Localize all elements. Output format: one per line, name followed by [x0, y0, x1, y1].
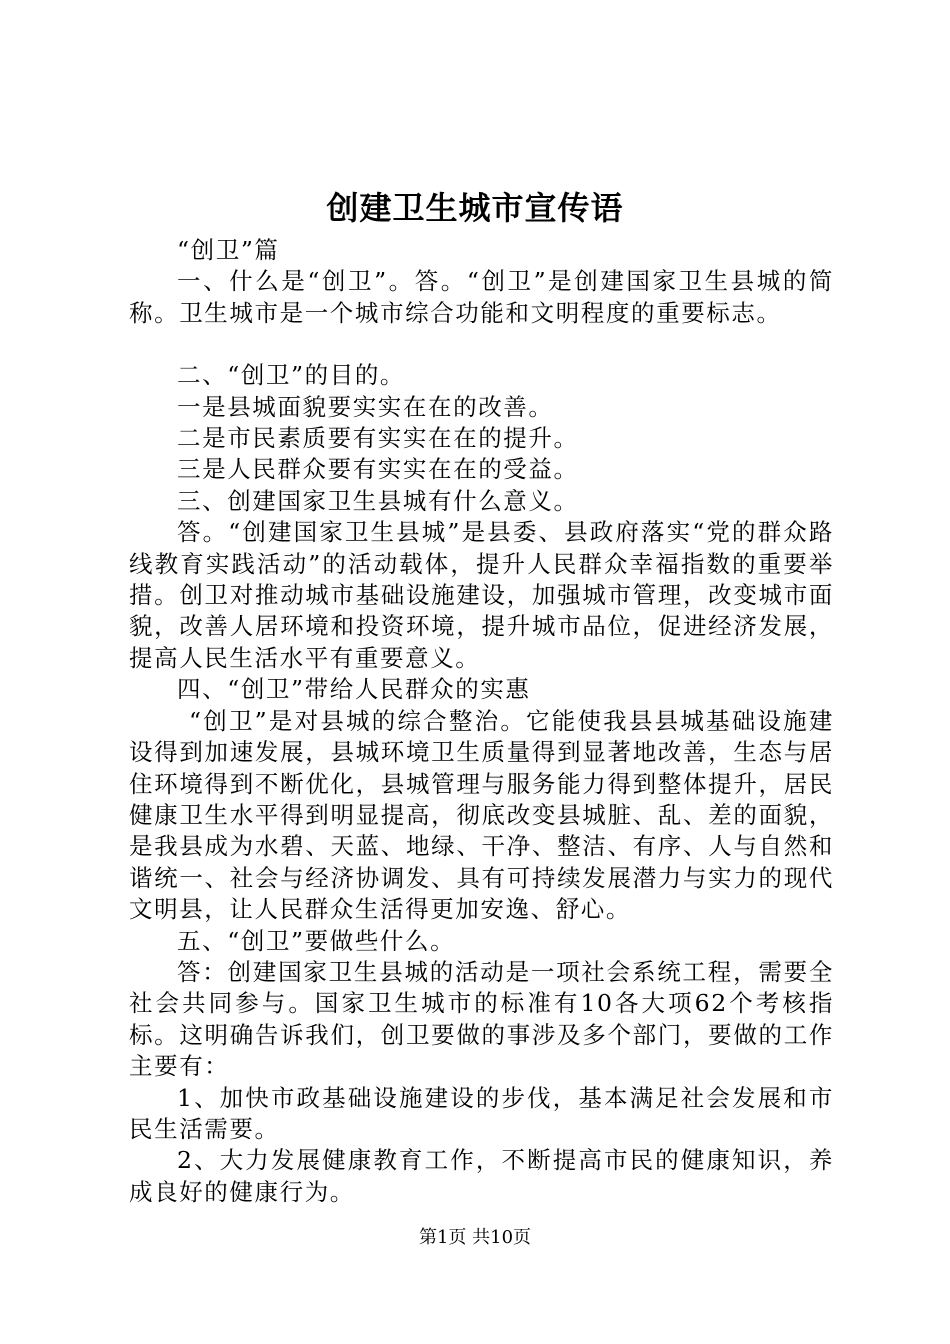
document-title: 创建卫生城市宣传语 — [326, 189, 624, 227]
heading-significance: 三、创建国家卫生县城有什么意义。 — [177, 486, 579, 515]
heading-what-to-do: 五、“创卫”要做些什么。 — [177, 926, 456, 955]
purpose-item-2: 二是市民素质要有实实在在的提升。 — [177, 424, 579, 453]
section-heading-chuangwei: “创卫”篇 — [177, 236, 280, 264]
paragraph-what-to-do: 答：创建国家卫生县城的活动是一项社会系统工程，需要全社会共同参与。国家卫生城市的标准有10各大项62个考核指标。这明确告诉我们，创卫要做的事涉及多个部门，要做的工作主要有： — [129, 957, 834, 1081]
heading-benefits: 四、“创卫”带给人民群众的实惠 — [177, 675, 531, 704]
task-item-2: 2、大力发展健康教育工作，不断提高市民的健康知识，养成良好的健康行为。 — [129, 1146, 834, 1206]
task-item-1: 1、加快市政基础设施建设的步伐，基本满足社会发展和市民生活需要。 — [129, 1083, 834, 1143]
document-body — [129, 235, 834, 1208]
heading-purpose: 二、“创卫”的目的。 — [177, 361, 406, 390]
purpose-item-1: 一是县城面貌要实实在在的改善。 — [177, 392, 554, 421]
paragraph-benefits: “创卫”是对县城的综合整治。它能使我县县城基础设施建设得到加速发展，县城环境卫生质量得到显著地改善，生态与居住环境得到不断优化，县城管理与服务能力得到整体提升，居民健康卫生水平得到明显提高，彻底改变县城脏、乱、差的面貌，是我县成为水碧、天蓝、地绿、干净、整洁、有序、人与自然和谐统一、社会与经济协调发、具有可持续发展潜力与实力的现代文明县，让人民群众生活得更加安逸、舒心。 — [129, 706, 834, 924]
page-number-footer: 第1页 共10页 — [418, 1227, 532, 1248]
paragraph-what-is-chuangwei: 一、什么是“创卫”。答。“创卫”是创建国家卫生县城的简称。卫生城市是一个城市综合功能和文明程度的重要标志。 — [129, 267, 834, 327]
paragraph-significance: 答。“创建国家卫生县城”是县委、县政府落实“党的群众路线教育实践活动”的活动载体，提升人民群众幸福指数的重要举措。创卫对推动城市基础设施建设，加强城市管理，改变城市面貌，改善人居环境和投资环境，提升城市品位，促进经济发展，提高人民生活水平有重要意义。 — [129, 518, 834, 672]
purpose-item-3: 三是人民群众要有实实在在的受益。 — [177, 455, 579, 484]
